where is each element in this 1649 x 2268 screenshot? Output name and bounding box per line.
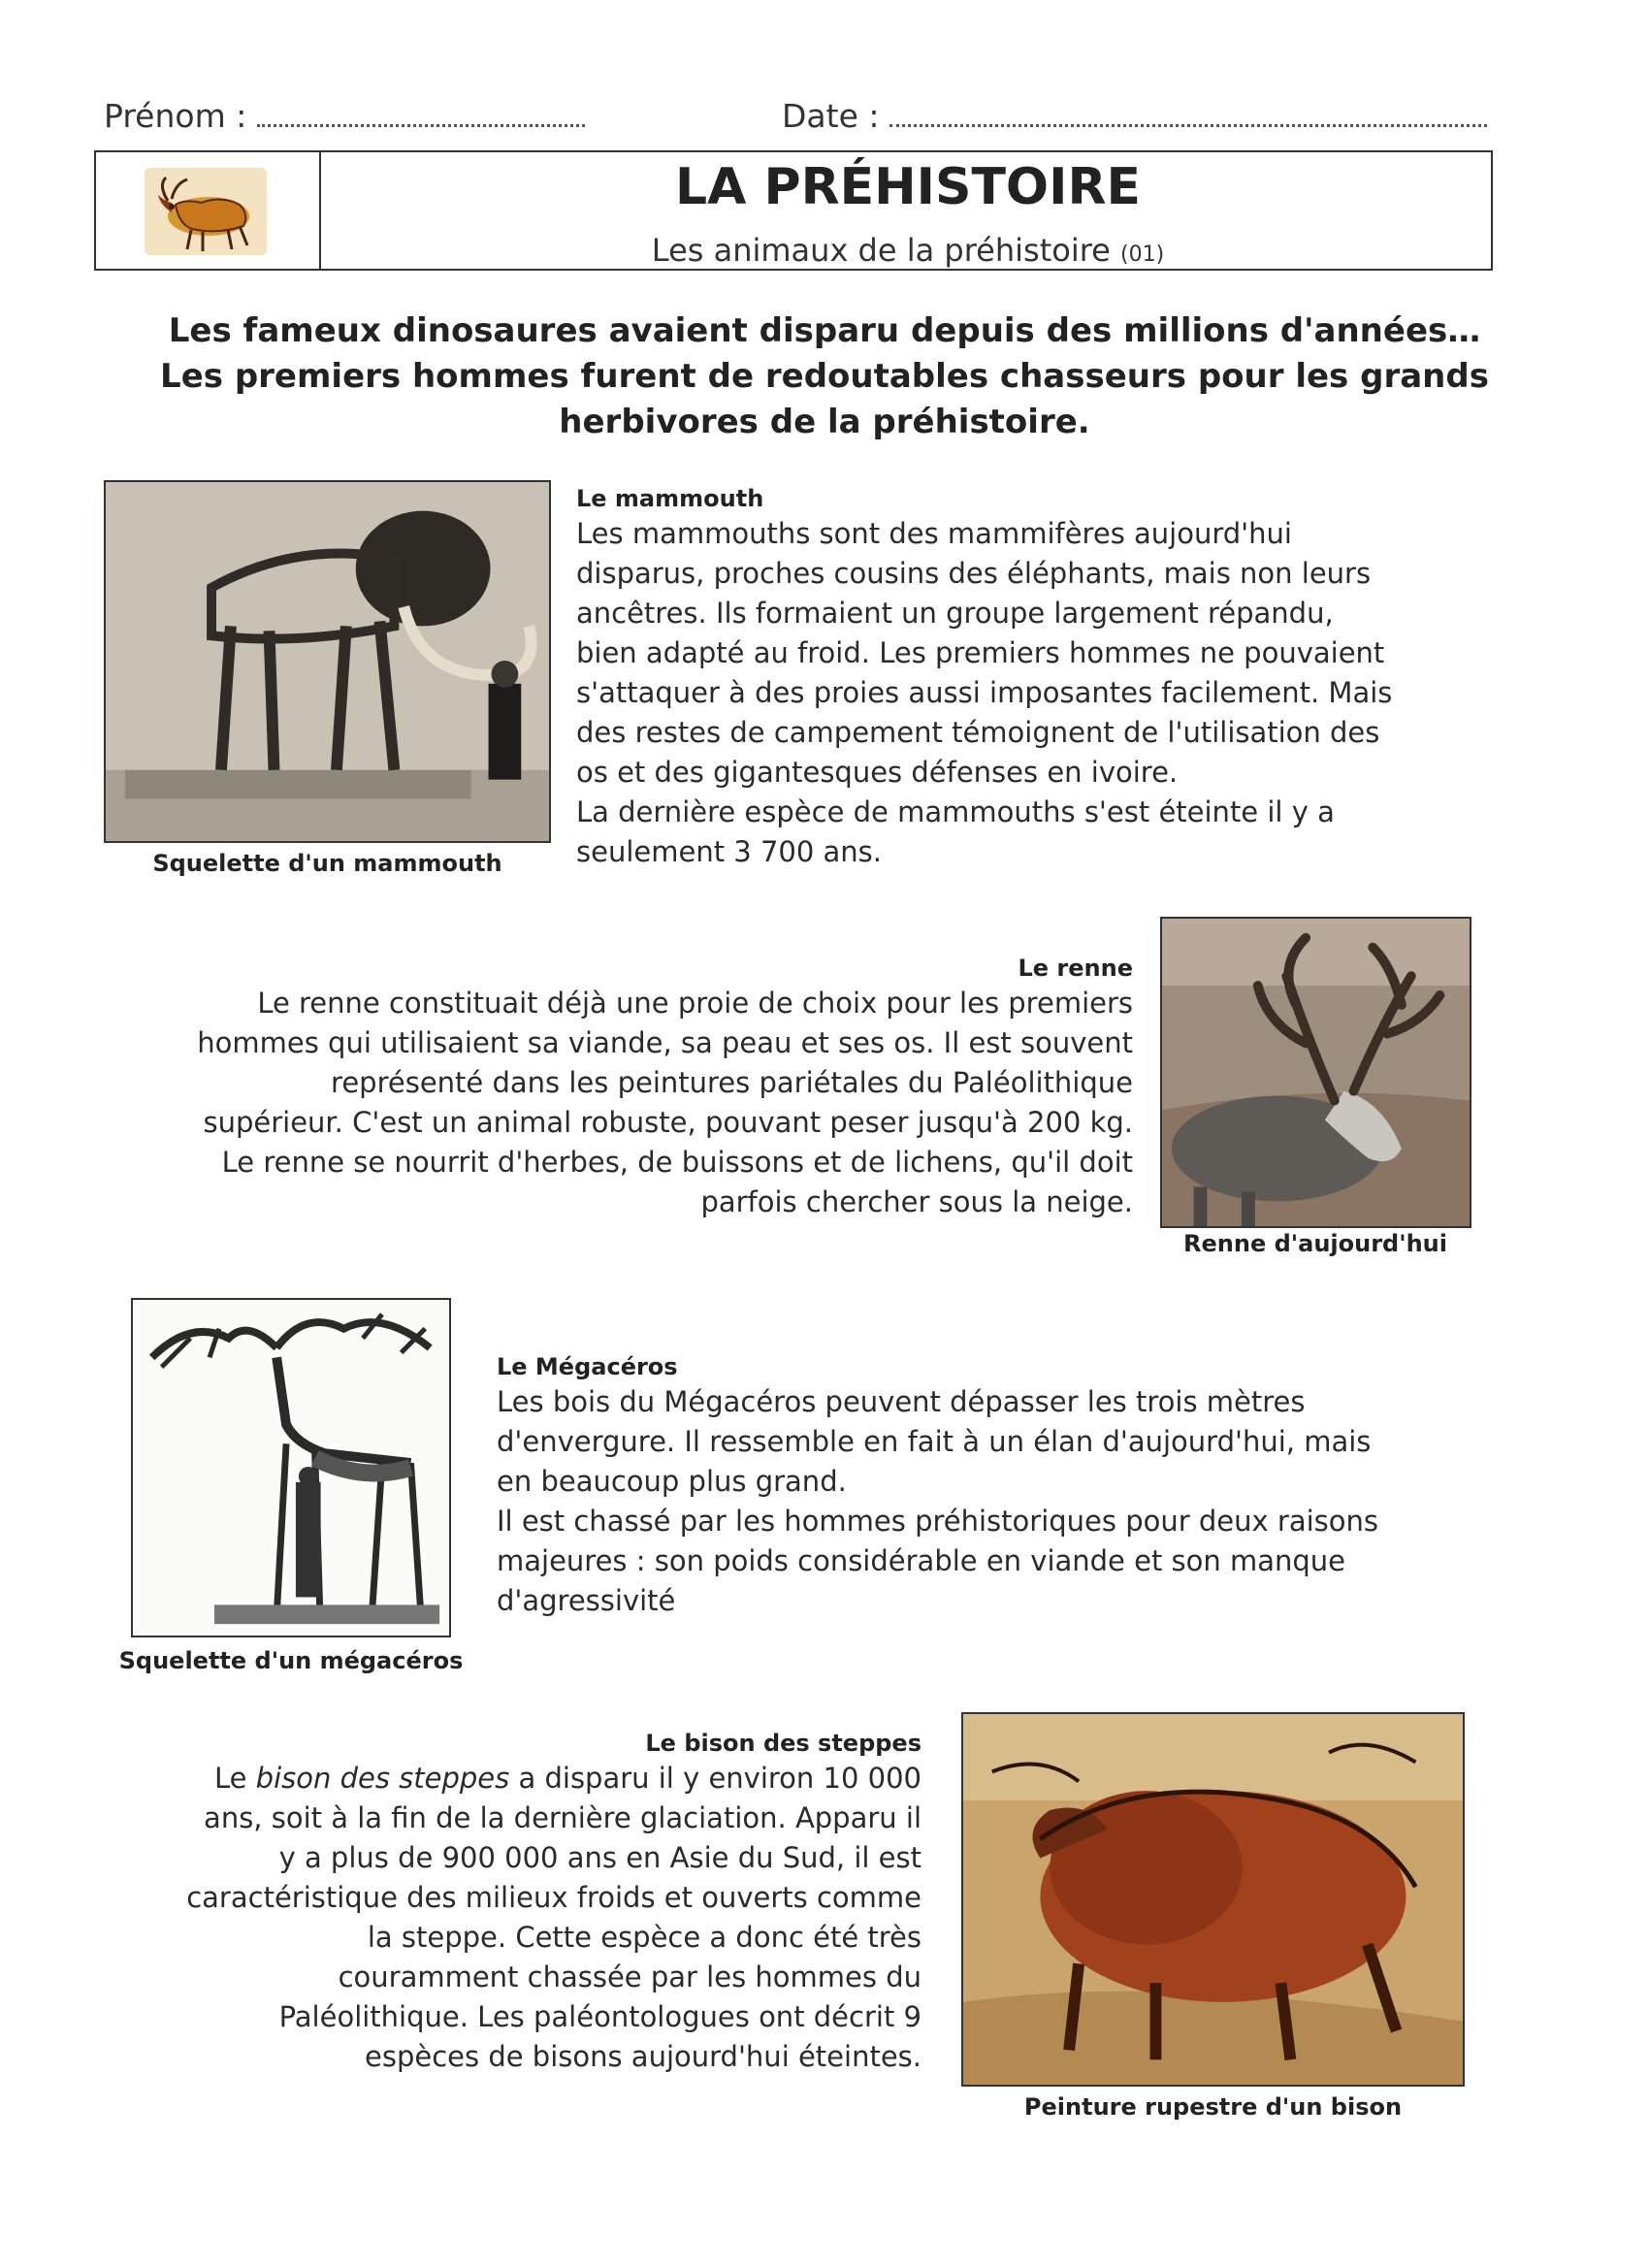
- text-line-post: a disparu il y environ 10 000: [509, 1762, 922, 1795]
- text-line: y a plus de 900 000 ans en Asie du Sud, il est: [278, 1841, 922, 1874]
- prenom-label: Prénom :: [104, 97, 247, 135]
- date-field[interactable]: [782, 97, 1487, 135]
- text-line: des restes de campement témoignent de l'utilisation des: [576, 716, 1380, 749]
- text-line: disparus, proches cousins des éléphants, mais non leurs: [576, 557, 1372, 590]
- text-line: supérieur. C'est un animal robuste, pouvant peser jusqu'à 200 kg.: [203, 1106, 1133, 1139]
- text-line: bien adapté au froid. Les premiers hommes ne pouvaient: [576, 636, 1385, 669]
- text-line: d'agressivité: [497, 1584, 676, 1617]
- text-line: en beaucoup plus grand.: [497, 1465, 847, 1498]
- mammoth-paragraph: [576, 514, 1546, 872]
- cave-bull-logo: [143, 166, 269, 257]
- text-line: Paléolithique. Les paléontologues ont décrit 9: [278, 2000, 922, 2033]
- subtitle-text: Les animaux de la préhistoire: [651, 232, 1111, 269]
- intro-line: Les premiers hommes furent de redoutables chasseurs pour les grands: [160, 357, 1489, 396]
- intro-line: Les fameux dinosaures avaient disparu depuis des millions d'années…: [168, 311, 1481, 350]
- page-subtitle: [321, 232, 1495, 269]
- text-line: la steppe. Cette espèce a donc été très: [367, 1921, 922, 1954]
- mammoth-title: Le mammouth: [576, 485, 764, 512]
- reindeer-title: Le renne: [1018, 955, 1133, 982]
- text-line: [97, 1759, 922, 1798]
- text-line: Le renne se nourrit d'herbes, de buissons et de lichens, qu'il doit: [221, 1146, 1133, 1179]
- intro-text: [97, 308, 1552, 445]
- text-line: s'attaquer à des proies aussi imposantes facilement. Mais: [576, 676, 1393, 709]
- reindeer-caption: Renne d'aujourd'hui: [1183, 1230, 1447, 1257]
- bison-photo: [961, 1712, 1465, 2087]
- reindeer-paragraph: [107, 984, 1133, 1222]
- text-line: ans, soit à la fin de la dernière glaciation. Apparu il: [204, 1801, 922, 1834]
- megaceros-caption: Squelette d'un mégacéros: [118, 1647, 464, 1674]
- bison-section: [97, 1730, 922, 2077]
- text-line: d'envergure. Il ressemble en fait à un élan d'aujourd'hui, mais: [497, 1425, 1372, 1458]
- text-line: Le renne constituait déjà une proie de choix pour les premiers: [257, 987, 1133, 1020]
- text-line: ancêtres. Ils formaient un groupe largement répandu,: [576, 597, 1334, 630]
- text-line-pre: Le: [213, 1762, 256, 1795]
- text-line: couramment chassée par les hommes du: [338, 1960, 922, 1993]
- megaceros-section: [497, 1353, 1467, 1621]
- text-line-em: bison des steppes: [255, 1762, 510, 1795]
- prenom-dots[interactable]: [257, 124, 585, 127]
- text-line: représenté dans les peintures pariétales du Paléolithique: [331, 1066, 1133, 1099]
- intro-line: herbivores de la préhistoire.: [559, 403, 1090, 441]
- mammoth-caption: Squelette d'un mammouth: [152, 850, 502, 877]
- text-line: Les mammouths sont des mammifères aujourd'hui: [576, 517, 1292, 550]
- mammoth-section: [576, 485, 1546, 872]
- bison-paragraph: [97, 1759, 922, 2077]
- title-box: [94, 150, 1493, 271]
- bison-title: Le bison des steppes: [645, 1730, 922, 1757]
- subtitle-number: (01): [1120, 243, 1165, 267]
- text-line: espèces de bisons aujourd'hui éteintes.: [365, 2040, 922, 2073]
- text-line: Il est chassé par les hommes préhistoriques pour deux raisons: [497, 1505, 1378, 1538]
- prenom-field[interactable]: [104, 97, 585, 135]
- reindeer-photo: [1160, 917, 1471, 1228]
- reindeer-section: [107, 955, 1133, 1222]
- text-line: seulement 3 700 ans.: [576, 835, 883, 868]
- text-line: Les bois du Mégacéros peuvent dépasser les trois mètres: [497, 1385, 1306, 1418]
- text-line: os et des gigantesques défenses en ivoire.: [576, 756, 1179, 789]
- mammoth-photo: [104, 480, 551, 843]
- megaceros-photo: [131, 1298, 451, 1637]
- text-line: caractéristique des milieux froids et ouverts comme: [186, 1881, 922, 1914]
- text-line: parfois chercher sous la neige.: [700, 1185, 1133, 1218]
- text-line: La dernière espèce de mammouths s'est éteinte il y a: [576, 795, 1335, 828]
- page-title: LA PRÉHISTOIRE: [674, 158, 1142, 216]
- bison-caption: Peinture rupestre d'un bison: [1023, 2093, 1403, 2121]
- megaceros-title: Le Mégacéros: [497, 1353, 678, 1380]
- date-dots[interactable]: [889, 124, 1487, 127]
- text-line: majeures : son poids considérable en viande et son manque: [497, 1544, 1346, 1577]
- text-line: hommes qui utilisaient sa viande, sa peau et ses os. Il est souvent: [197, 1026, 1133, 1059]
- date-label: Date :: [782, 97, 880, 135]
- megaceros-paragraph: [497, 1382, 1467, 1621]
